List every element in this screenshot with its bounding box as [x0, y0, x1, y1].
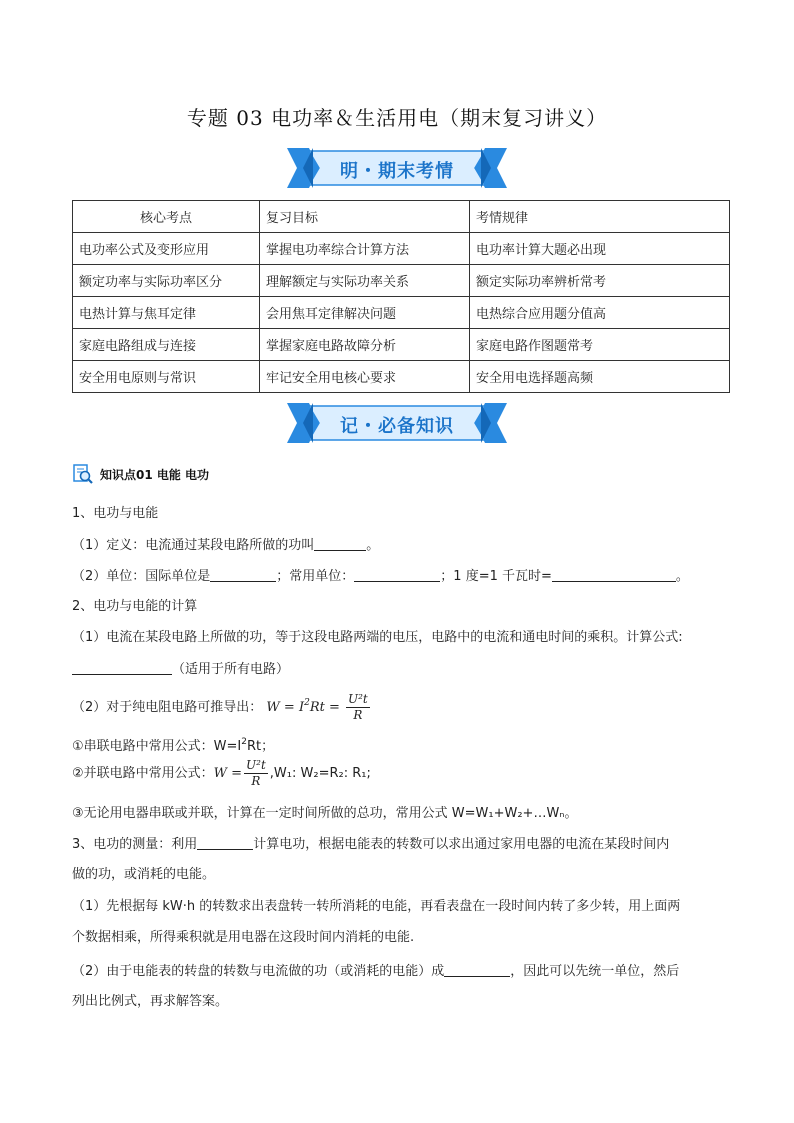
table-cell: 电功率计算大题必出现 [470, 233, 730, 265]
table-header-cell: 复习目标 [260, 201, 470, 233]
fill-blank [314, 536, 366, 551]
text: （1）定义：电流通过某段电路所做的功叫 [72, 538, 315, 553]
fraction-denominator: R [353, 708, 363, 722]
text: 计算电功，根据电能表的转数可以求出通过家用电器的电流在某段时间内 [253, 837, 670, 852]
table-cell: 安全用电选择题高频 [470, 361, 730, 393]
fill-blank [444, 962, 510, 977]
formula [266, 692, 371, 722]
paragraph: 列出比例式，再求解答案。 [72, 994, 229, 1009]
table-cell: 掌握电功率综合计算方法 [260, 233, 470, 265]
paragraph: 个数据相乘，所得乘积就是用电器在这段时间内消耗的电能. [72, 930, 415, 945]
paragraph [72, 688, 732, 723]
formula-exponent: 2 [304, 698, 310, 708]
text: 3、电功的测量：利用 [72, 837, 198, 852]
table-cell: 额定实际功率辨析常考 [470, 265, 730, 297]
paragraph [72, 660, 732, 679]
exam-info-table [72, 200, 730, 393]
fill-blank [552, 567, 676, 582]
text: ①串联电路中常用公式：W=I [72, 739, 242, 754]
section-banner-exam-info [287, 148, 507, 188]
fill-blank [72, 660, 172, 675]
table-row [73, 361, 730, 393]
section-heading: 1、电功与电能 [72, 506, 159, 521]
paragraph: 做的功，或消耗的电能。 [72, 867, 216, 882]
banner-title: 记・必备知识 [340, 416, 454, 437]
paragraph [72, 567, 732, 586]
paragraph [72, 962, 732, 981]
text: ②并联电路中常用公式： [72, 766, 214, 781]
text: （2）对于纯电阻电路可推导出： [72, 700, 263, 715]
fraction [346, 692, 370, 723]
table-cell: 额定功率与实际功率区分 [73, 265, 260, 297]
paragraph [72, 733, 732, 756]
table-cell: 牢记安全用电核心要求 [260, 361, 470, 393]
paragraph: （1）电流在某段电路上所做的功，等于这段电路两端的电压，电路中的电流和通电时间的乘积。计算公式: [72, 630, 683, 645]
table-header-cell: 核心考点 [73, 201, 260, 233]
table-row [73, 329, 730, 361]
paragraph [72, 536, 732, 555]
fill-blank [354, 567, 440, 582]
table-cell: 理解额定与实际功率关系 [260, 265, 470, 297]
paragraph [72, 758, 732, 790]
fraction-denominator: R [251, 774, 261, 788]
table-row [73, 297, 730, 329]
text: ；1 度=1 千瓦时= [440, 569, 552, 584]
paragraph [72, 835, 732, 854]
text: （2）由于电能表的转盘的转数与电流做的功（或消耗的电能）成 [72, 964, 445, 979]
table-row [73, 233, 730, 265]
section-banner-knowledge [287, 403, 507, 443]
text: （2）单位：国际单位是 [72, 569, 211, 584]
table-cell: 掌握家庭电路故障分析 [260, 329, 470, 361]
text: 。 [366, 538, 380, 553]
table-cell: 会用焦耳定律解决问题 [260, 297, 470, 329]
text: ,W₁: W₂=R₂: R₁; [269, 766, 371, 781]
table-cell: 家庭电路组成与连接 [73, 329, 260, 361]
formula-text: W = [213, 766, 243, 781]
banner-title: 明・期末考情 [340, 161, 454, 182]
table-cell: 电热综合应用题分值高 [470, 297, 730, 329]
text: 。 [675, 569, 689, 584]
fraction [244, 758, 268, 789]
section-heading: 2、电功与电能的计算 [72, 599, 198, 614]
fill-blank [210, 567, 276, 582]
text: Rt； [246, 739, 275, 754]
table-row [73, 265, 730, 297]
formula-text: W = I [266, 700, 305, 715]
fill-blank [197, 835, 253, 850]
table-cell: 家庭电路作图题常考 [470, 329, 730, 361]
magnifier-document-icon [72, 463, 94, 485]
table-cell: 电热计算与焦耳定律 [73, 297, 260, 329]
text: ，因此可以先统一单位，然后 [510, 964, 680, 979]
fraction-numerator: U²t [246, 758, 266, 772]
table-cell: 安全用电原则与常识 [73, 361, 260, 393]
table-cell: 电功率公式及变形应用 [73, 233, 260, 265]
paragraph: ③无论用电器串联或并联，计算在一定时间所做的总功，常用公式 W=W₁+W₂+…Wₙ。 [72, 806, 578, 821]
exponent: 2 [241, 737, 247, 747]
table-header-row [73, 201, 730, 233]
text: ；常用单位： [276, 569, 355, 584]
knowledge-point-label: 知识点01 电能 电功 [100, 468, 210, 482]
fraction-numerator: U²t [348, 692, 368, 706]
table-header-cell: 考情规律 [470, 201, 730, 233]
text: （适用于所有电路） [172, 662, 290, 677]
formula-text: Rt = [309, 700, 340, 715]
document-title: 专题 03 电功率＆生活用电（期末复习讲义） [186, 106, 608, 130]
paragraph: （1）先根据每 kW·h 的转数求出表盘转一转所消耗的电能，再看表盘在一段时间内转了多少转，用上面两 [72, 899, 681, 914]
